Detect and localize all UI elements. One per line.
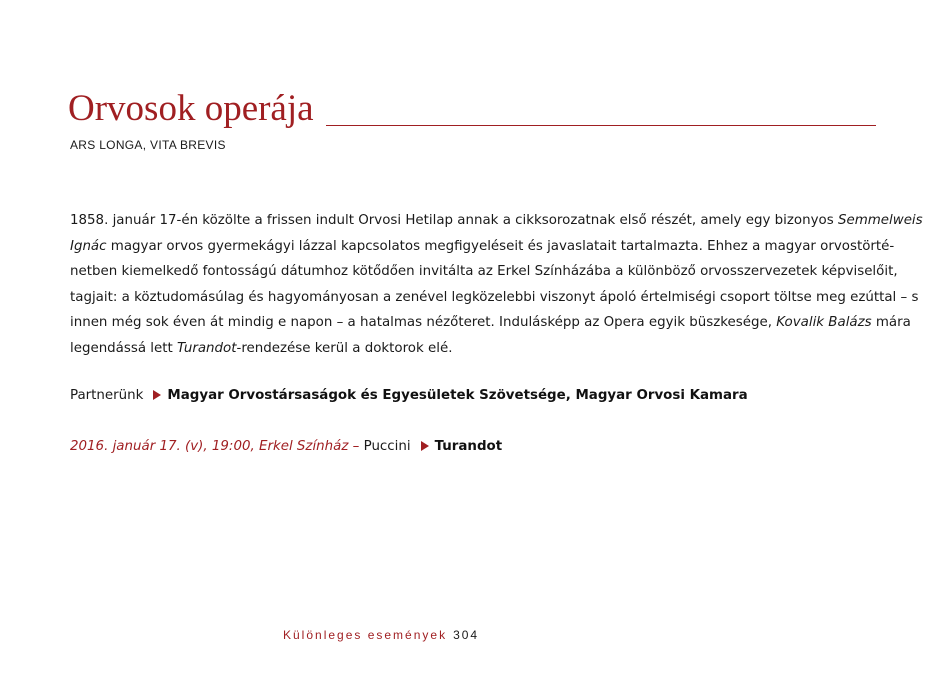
title-rule — [326, 125, 876, 126]
partner-label: Partnerünk — [70, 388, 144, 403]
body-line-2 — [70, 234, 895, 260]
triangle-right-icon — [421, 441, 429, 451]
page-footer — [283, 628, 479, 642]
body-text: -rendezése kerül a doktorok elé. — [236, 340, 453, 356]
page-title: Orvosok operája — [68, 88, 314, 129]
body-line-5 — [70, 310, 911, 336]
body-text: legendássá lett — [70, 340, 178, 356]
body-line-3: netben kiemelkedő fontosságú dátumhoz kötődően invitálta az Erkel Színházába a különböző orvosszervezetek képviselőit, — [70, 264, 898, 279]
footer-section: Különleges események — [283, 628, 448, 642]
partner-row — [70, 386, 748, 406]
body-emphasis: Semmelweis — [837, 213, 923, 228]
body-text: mára — [871, 315, 911, 330]
subtitle-part1: ARS LONGA — [70, 138, 143, 152]
page-number: 304 — [453, 628, 480, 642]
body-line-1 — [70, 208, 923, 234]
body-emphasis: Kovalik Balázs — [776, 315, 872, 330]
triangle-right-icon — [153, 390, 161, 400]
body-text: magyar orvos gyermekágyi lázzal kapcsolatos megfigyeléseit és javaslatait tartalmazta. Ehhez a magyar orvostörté- — [106, 238, 895, 254]
body-line-4: tagjait: a köztudomásúlag és hagyományosan a zenével legközelebbi viszonyt ápoló értelmiségi csoport töltse meg ezúttal – s — [70, 289, 919, 305]
body-text: innen még sok éven át mindig e napon – a hatalmas nézőteret. Indulásképp az Opera egyik büszkesége, — [70, 315, 777, 330]
event-row — [70, 437, 502, 457]
event-title-link[interactable]: Turandot — [434, 439, 503, 454]
subtitle-part2: VITA BREVIS — [150, 138, 226, 152]
body-text: 1858. január 17-én közölte a frissen indult Orvosi Hetilap annak a cikksorozatnak első részét, amely egy bizonyos — [70, 213, 838, 228]
event-composer: Puccini — [363, 439, 411, 454]
subtitle — [70, 138, 226, 152]
body-emphasis: Ignác — [70, 238, 107, 254]
event-date: 2016. január 17. (v), 19:00, Erkel Színház – — [70, 439, 364, 454]
subtitle-separator: , — [142, 138, 151, 152]
partner-link[interactable]: Magyar Orvostársaságok és Egyesületek Szövetsége, Magyar Orvosi Kamara — [167, 388, 748, 403]
article-body — [70, 208, 923, 361]
body-line-6 — [70, 336, 878, 362]
body-emphasis: Turandot — [177, 340, 237, 356]
title-row — [68, 88, 876, 130]
